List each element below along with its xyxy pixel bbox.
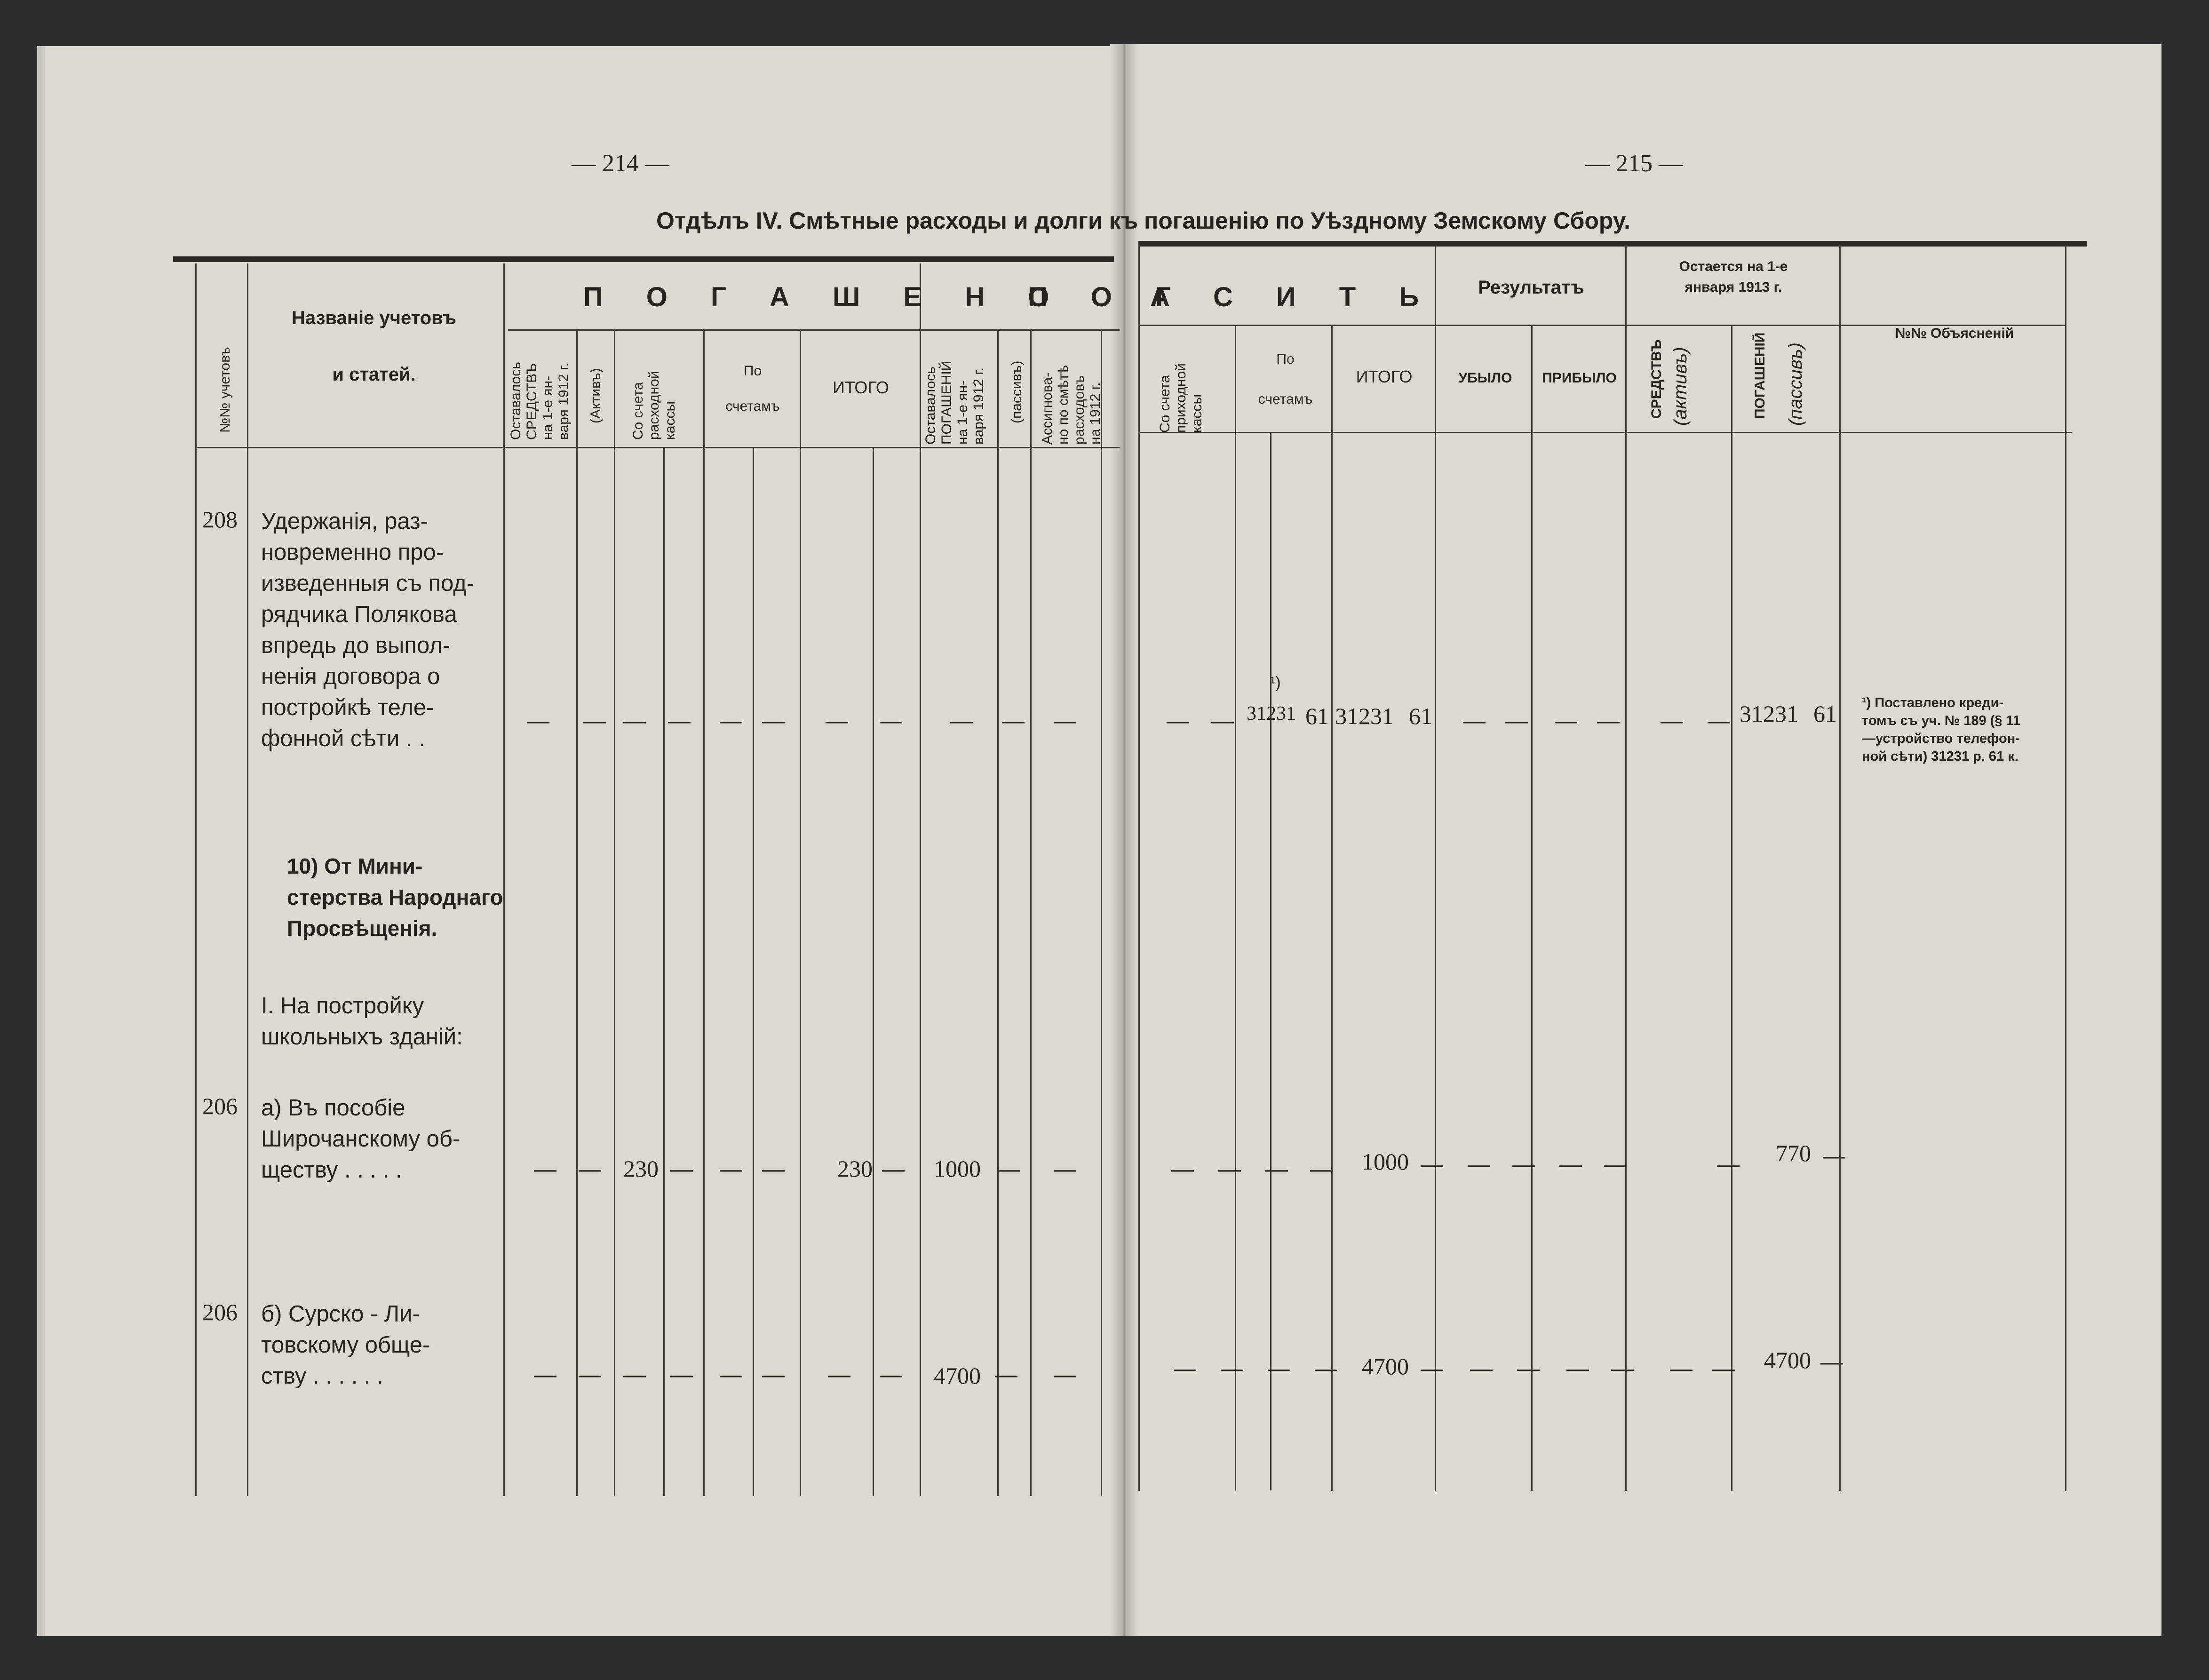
- dash: —: [1268, 1356, 1290, 1381]
- title-right: погашенію по Уѣздному Земскому Сбору.: [1144, 207, 1631, 234]
- dash: —: [1820, 1350, 1843, 1375]
- row-name: б) Сурско - Ли- товскому обще- ству . . . . . .: [261, 1301, 430, 1389]
- dash: —: [1174, 1356, 1196, 1381]
- top-rule-right: [1138, 241, 2087, 247]
- dash: —: [583, 709, 606, 733]
- dash: —: [1315, 1356, 1337, 1381]
- dash: —: [1211, 709, 1234, 733]
- vline: [800, 329, 801, 1496]
- page-number-right: — 215 —: [1585, 150, 1683, 177]
- itogo-value: 31231: [1335, 703, 1394, 729]
- itogo-kop: 61: [1409, 703, 1432, 729]
- dash: —: [1823, 1144, 1845, 1169]
- title-left: Отдѣлъ IV. Смѣтные расходы и долги къ: [656, 207, 1138, 234]
- dash: —: [670, 1157, 693, 1182]
- vline: [503, 263, 505, 1496]
- header-itogo-left: ИТОГО: [833, 378, 889, 397]
- header-bottom-right: [1138, 432, 2072, 433]
- header-so-scheta-prih: Со счета приходной кассы: [1157, 363, 1205, 433]
- dash: —: [1517, 1356, 1540, 1381]
- dash: —: [997, 1157, 1020, 1182]
- header-sredstv: СРЕДСТВЪ: [1649, 339, 1664, 419]
- header-po-schetam-r2: счетамъ: [1258, 391, 1313, 407]
- dash: —: [828, 1362, 850, 1387]
- dash: —: [1468, 1152, 1490, 1177]
- header-mid-left: [508, 329, 1120, 331]
- vline: [1435, 245, 1436, 1491]
- dash: —: [1171, 1157, 1194, 1182]
- dash: —: [1054, 1157, 1076, 1182]
- dash: —: [579, 1362, 601, 1387]
- dash: —: [1712, 1356, 1735, 1381]
- dash: —: [1421, 1152, 1443, 1177]
- row-name: а) Въ пособіе Широчанскому об- ществу . . . . .: [261, 1095, 461, 1183]
- vline: [247, 263, 248, 1496]
- pogasheniy-value: 4700: [1764, 1347, 1811, 1373]
- dash: —: [1661, 709, 1683, 733]
- header-aktiv: (Активъ): [588, 368, 604, 423]
- dash: —: [1555, 709, 1577, 733]
- dash: —: [882, 1157, 905, 1182]
- vline: [1731, 325, 1732, 1491]
- dash: —: [762, 1362, 785, 1387]
- dash: —: [1054, 709, 1076, 733]
- header-col-name-1: Названіе учетовъ: [292, 308, 456, 328]
- dash: —: [1512, 1152, 1535, 1177]
- header-ostav-pogash: Оставалось ПОГАШЕНІЙ на 1-е ян- варя 1912 г.: [923, 360, 986, 445]
- dash: —: [880, 1362, 902, 1387]
- header-pogasheno: П О Г А Ш Е Н О: [583, 282, 1067, 312]
- dash: —: [720, 709, 742, 733]
- dash: —: [1310, 1157, 1333, 1182]
- footnote-mark: ¹): [1270, 674, 1281, 692]
- pogasheniy-value: 31231: [1740, 701, 1798, 727]
- section-sub: I. На постройку школьныхъ зданій:: [261, 993, 463, 1050]
- itogo-value: 4700: [1362, 1353, 1409, 1379]
- vline: [753, 447, 754, 1496]
- ostav-pogash-value: 4700: [934, 1362, 981, 1389]
- row-num: 208: [202, 506, 238, 533]
- header-so-scheta-rash: Со счета расходной кассы: [630, 371, 678, 440]
- dash: —: [1708, 709, 1730, 733]
- dash: —: [1597, 709, 1620, 733]
- header-pog: П О Г: [1028, 282, 1189, 312]
- header-passiv: (пассивъ): [1009, 360, 1025, 423]
- header-rezultat: Результатъ: [1478, 277, 1584, 298]
- vline: [663, 447, 665, 1496]
- vline: [703, 329, 705, 1496]
- itogo-pog-value: 230: [837, 1155, 873, 1182]
- dash: —: [1611, 1356, 1634, 1381]
- dash: —: [720, 1157, 742, 1182]
- note-text: ¹) Поставлено креди- томъ съ уч. № 189 (§ 11 —устройство телефон- ной сѣти) 31231 р. 61 к.: [1862, 695, 2021, 764]
- dash: —: [1421, 1356, 1443, 1381]
- dash: —: [527, 709, 549, 733]
- dash: —: [1505, 709, 1528, 733]
- vline: [1625, 245, 1627, 1491]
- dash: —: [668, 709, 691, 733]
- dash: —: [880, 709, 902, 733]
- vline: [576, 329, 578, 1496]
- dash: —: [1470, 1356, 1493, 1381]
- header-assign: Ассигнова- но по смѣтѣ расходовъ на 1912 г.: [1040, 365, 1103, 445]
- header-obyasn: №№ Объясненій: [1895, 326, 2014, 341]
- section-title: 10) От Мини- стерства Народнаго Просвѣщенія.: [287, 854, 503, 940]
- header-ostaetsya-2: января 1913 г.: [1685, 279, 1782, 295]
- vline: [1531, 325, 1533, 1491]
- header-pogasheniy: ПОГАШЕНІЙ: [1752, 332, 1768, 419]
- vline: [614, 329, 615, 1496]
- dash: —: [720, 1362, 742, 1387]
- vline: [1839, 245, 1841, 1491]
- dash: —: [1054, 1362, 1076, 1387]
- vline: [1270, 432, 1271, 1490]
- header-col-num: №№ учетовъ: [217, 347, 233, 433]
- header-col-name-2: и статей.: [332, 364, 416, 385]
- pogasheniy-value: 770: [1776, 1140, 1811, 1166]
- dash: —: [1604, 1152, 1627, 1177]
- po-schetam-kop: 61: [1305, 703, 1329, 729]
- vline: [920, 263, 921, 1496]
- dash: —: [534, 1157, 556, 1182]
- po-schetam-value: 31231: [1247, 703, 1296, 725]
- so-scheta-value: 230: [623, 1155, 659, 1182]
- header-asit: А С И Т Ь: [1150, 282, 1437, 312]
- dash: —: [1463, 709, 1486, 733]
- header-bottom-left: [195, 447, 1120, 448]
- dash: —: [762, 709, 785, 733]
- header-ostaetsya-1: Остается на 1-е: [1679, 259, 1788, 274]
- dash: —: [995, 1362, 1017, 1387]
- dash: —: [623, 709, 646, 733]
- dash: —: [1218, 1157, 1241, 1182]
- pogasheniy-kop: 61: [1813, 701, 1837, 727]
- vline: [1138, 245, 1140, 1491]
- vline: [1331, 325, 1333, 1491]
- top-rule-left: [173, 256, 1114, 262]
- header-po-schetam-r1: По: [1276, 351, 1295, 367]
- dash: —: [1265, 1157, 1288, 1182]
- vline: [1235, 325, 1236, 1491]
- header-po-schetam-2: счетамъ: [725, 398, 780, 414]
- header-ubylo: УБЫЛО: [1458, 370, 1512, 386]
- vline: [1101, 329, 1102, 1496]
- header-pribylo: ПРИБЫЛО: [1542, 370, 1617, 386]
- dash: —: [950, 709, 973, 733]
- dash: —: [1002, 709, 1025, 733]
- dash: —: [1717, 1152, 1740, 1177]
- page-number-left: — 214 —: [572, 150, 669, 177]
- dash: —: [1566, 1356, 1589, 1381]
- dash: —: [1670, 1356, 1693, 1381]
- itogo-value: 1000: [1362, 1148, 1409, 1175]
- vline: [195, 263, 197, 1496]
- header-po-schetam-1: По: [743, 363, 762, 379]
- row-name: Удержанія, раз- новременно про- изведенныя съ под- рядчика Полякова впредь до выпол- ненія договора о постройкѣ теле- фонной сѣти . .: [261, 509, 475, 751]
- header-itogo-right: ИТОГО: [1356, 367, 1413, 386]
- dash: —: [1559, 1152, 1582, 1177]
- dash: —: [579, 1157, 601, 1182]
- dash: —: [623, 1362, 646, 1387]
- vline: [873, 447, 874, 1496]
- dash: —: [762, 1157, 785, 1182]
- vline: [1030, 329, 1032, 1496]
- dash: —: [1221, 1356, 1243, 1381]
- dash: —: [1167, 709, 1189, 733]
- header-aktiv-it: (активъ): [1670, 347, 1691, 426]
- header-ostav-sredstv: Оставалось СРЕДСТВЪ на 1-е ян- варя 1912 г.: [508, 362, 572, 440]
- ostav-pogash-value: 1000: [934, 1155, 981, 1182]
- dash: —: [826, 709, 848, 733]
- vline: [2065, 245, 2066, 1491]
- vline: [997, 329, 999, 1496]
- dash: —: [534, 1362, 556, 1387]
- row-num: 206: [202, 1093, 238, 1119]
- dash: —: [670, 1362, 693, 1387]
- row-num: 206: [202, 1299, 238, 1325]
- header-passiv-it: (пассивъ): [1785, 342, 1806, 426]
